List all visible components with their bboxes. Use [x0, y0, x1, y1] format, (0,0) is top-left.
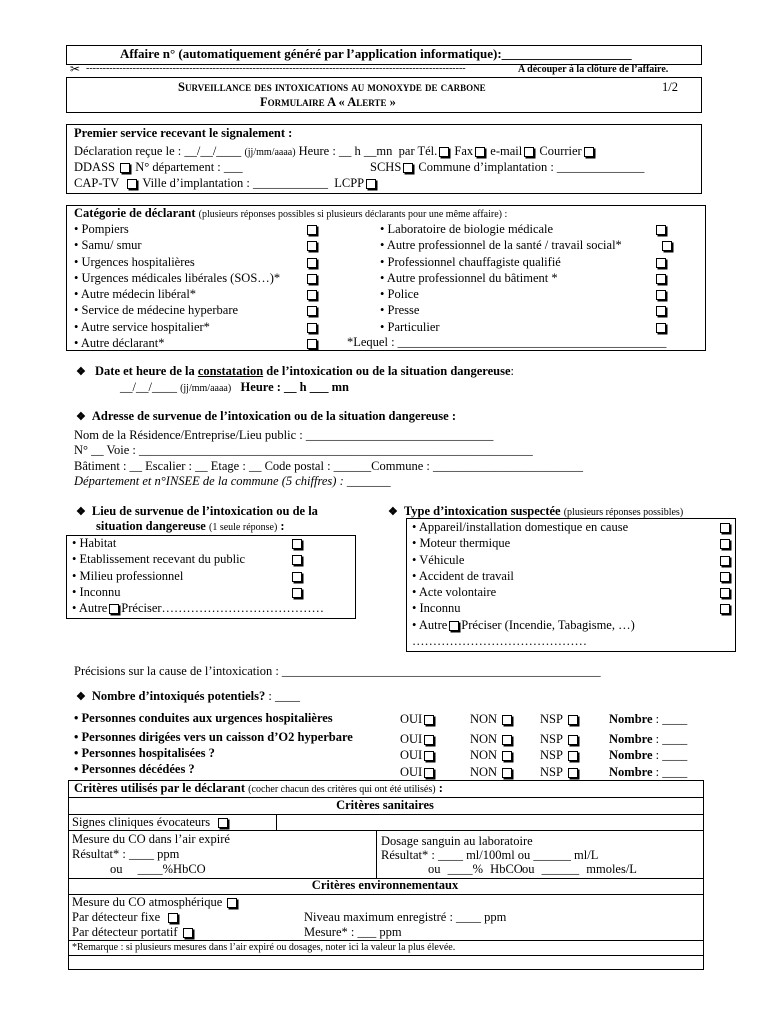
oui-option[interactable] [400, 764, 436, 781]
nombre-title [76, 689, 300, 704]
signes-line [72, 815, 230, 830]
nombre-field[interactable] [609, 731, 687, 748]
declaration-heure[interactable]: Heure : __ h __mn [298, 144, 393, 158]
par-label: par Tél. [398, 144, 438, 158]
oui-column [400, 711, 436, 780]
nsp-option[interactable] [540, 764, 580, 781]
item-label: Moteur thermique [419, 536, 511, 551]
checkbox[interactable] [720, 588, 730, 598]
list-item[interactable]: • Urgences hospitalières [74, 254, 324, 270]
item-label: Milieu professionnel [79, 568, 184, 583]
autre-label: Autre [418, 617, 448, 632]
nombre-label: Nombre [609, 731, 653, 746]
captv-checkbox[interactable] [127, 179, 137, 189]
commune-field[interactable]: Commune : ________________________ [371, 459, 583, 473]
fixe-checkbox[interactable] [168, 913, 178, 923]
non-option[interactable] [470, 764, 514, 781]
page-number: 1/2 [662, 80, 678, 94]
non-label: NON [470, 731, 498, 746]
constatation-colon: : [510, 364, 514, 378]
checkbox[interactable] [307, 323, 317, 333]
ddass-label: DDASS [74, 160, 115, 174]
declaration-date[interactable]: Déclaration reçue le : __/__/____ [74, 144, 242, 158]
item-label: Autre déclarant* [80, 336, 165, 351]
row-label: Personnes décédées ? [81, 762, 195, 776]
checkbox[interactable] [656, 225, 666, 235]
list-item[interactable]: • Habitat [72, 535, 352, 551]
list-item[interactable]: • Appareil/installation domestique en cause [412, 519, 732, 535]
list-item[interactable]: • Laboratoire de biologie médicale [380, 221, 670, 237]
courrier-label: Courrier [539, 144, 582, 158]
niveau-field[interactable]: Niveau maximum enregistré : ____ ppm [304, 910, 507, 924]
portatif-label: Par détecteur portatif [72, 925, 178, 939]
lieu-heading-1: Lieu de survenue de l’intoxication ou de la [91, 504, 318, 518]
checkbox[interactable] [656, 258, 666, 268]
atmo-line [72, 895, 239, 910]
list-item[interactable]: • Particulier [380, 319, 670, 335]
nombre-field[interactable] [609, 711, 687, 728]
checkbox[interactable] [656, 290, 666, 300]
nombre-row-label: • Personnes décédées ? [74, 762, 195, 776]
diamond-icon: ❖ [76, 506, 86, 518]
non-checkbox[interactable] [502, 715, 512, 725]
cut-note: A découper à la clôture de l’affaire. [518, 64, 669, 75]
nsp-option[interactable] [540, 711, 580, 728]
checkbox[interactable] [292, 572, 302, 582]
email-checkbox[interactable] [524, 147, 534, 157]
item-label: Police [387, 287, 419, 302]
oui-option[interactable] [400, 731, 436, 748]
nombre-row-label: • Personnes conduites aux urgences hospitalières [74, 711, 333, 725]
lieu-note: (1 seule réponse) [208, 522, 278, 533]
schs-line [370, 160, 644, 175]
item-label: Appareil/installation domestique en cause [418, 520, 629, 534]
nsp-checkbox[interactable] [568, 735, 578, 745]
fax-checkbox[interactable] [475, 147, 485, 157]
oui-option[interactable] [400, 711, 436, 728]
non-label: NON [470, 748, 498, 762]
item-label: Autre professionnel du bâtiment * [386, 270, 558, 285]
checkbox[interactable] [720, 572, 730, 582]
dots-field[interactable]: …………………………………… [412, 634, 587, 649]
nombre-label: Nombre [609, 712, 653, 726]
list-item[interactable]: • Milieu professionnel [72, 568, 352, 584]
item-label: Particulier [387, 319, 440, 334]
item-label: Autre médecin libéral* [80, 287, 197, 302]
constatation-line [120, 380, 349, 395]
divider [68, 940, 704, 941]
air-expire-label: Mesure du CO dans l’air expiré [72, 832, 230, 846]
oui-label: OUI [400, 731, 423, 746]
checkbox[interactable] [307, 339, 317, 349]
ville-field[interactable]: Ville d’implantation : ____________ [142, 176, 328, 190]
list-item[interactable]: • Presse [380, 302, 670, 318]
autre-checkbox[interactable] [109, 604, 119, 614]
nombre-field[interactable] [609, 764, 687, 781]
type-heading: Type d’intoxication suspectée [403, 504, 561, 518]
diamond-icon: ❖ [76, 411, 86, 423]
sanitaires-heading: Critères sanitaires [336, 798, 434, 812]
list-item[interactable]: • Inconnu [72, 584, 352, 600]
checkbox[interactable] [720, 539, 730, 549]
checkbox[interactable] [307, 306, 317, 316]
item-label: Accident de travail [418, 568, 514, 583]
categorie-note: (plusieurs réponses possibles si plusieurs déclarants pour une même affaire) : [198, 209, 508, 220]
form-title: Surveillance des intoxications au monoxyde de carbone [178, 80, 486, 94]
scissors-icon: ✂ [70, 62, 81, 76]
categorie-right-list [380, 221, 670, 335]
fixe-label: Par détecteur fixe [72, 910, 161, 924]
checkbox[interactable] [720, 523, 730, 533]
lcpp-label: LCPP [334, 176, 365, 190]
type-note: (plusieurs réponses possibles) [563, 507, 684, 518]
form-subtitle: Formulaire A « Alerte » [260, 95, 396, 109]
non-label: NON [470, 764, 498, 779]
list-item[interactable]: • Autre professionnel du bâtiment * [380, 270, 670, 286]
nsp-label: NSP [540, 748, 563, 762]
lieu-title [76, 504, 318, 519]
checkbox[interactable] [307, 274, 317, 284]
categorie-heading-line [74, 206, 507, 221]
portatif-checkbox[interactable] [183, 928, 193, 938]
signes-checkbox[interactable] [218, 818, 228, 828]
list-item[interactable]: • Véhicule [412, 552, 732, 568]
fax-label: Fax [454, 144, 474, 158]
checkbox[interactable] [720, 604, 730, 614]
preciser-label: Préciser (Incendie, Tabagisme, …) [461, 617, 635, 632]
list-item[interactable]: • Pompiers [74, 221, 324, 237]
ddass-checkbox[interactable] [120, 163, 130, 173]
lcpp-checkbox[interactable] [366, 179, 376, 189]
checkbox[interactable] [307, 225, 317, 235]
item-label: Inconnu [79, 584, 121, 599]
batiment-line [74, 459, 583, 474]
nsp-label: NSP [540, 731, 563, 746]
non-checkbox[interactable] [502, 768, 512, 778]
constatation-title [76, 364, 514, 379]
nombre-label: Nombre [609, 764, 653, 779]
atmo-label: Mesure du CO atmosphérique [72, 895, 223, 909]
divider [276, 814, 277, 830]
checkbox[interactable] [662, 241, 672, 251]
list-item[interactable]: • Moteur thermique [412, 535, 732, 551]
lieu-heading-2: situation dangereuse [96, 519, 206, 533]
mmoles-field[interactable]: ou ______ mmoles/L [522, 862, 637, 876]
list-item[interactable]: • Acte volontaire [412, 584, 732, 600]
declaration-line [74, 144, 596, 159]
voie-field[interactable]: N° __ Voie : _______________________________________________________________ [74, 443, 533, 457]
diamond-icon: ❖ [388, 506, 398, 518]
nombre-field[interactable] [609, 747, 687, 764]
item-label: Autre service hospitalier* [80, 319, 210, 334]
precisions-field[interactable]: Précisions sur la cause de l’intoxication : ___________________________________________________ [74, 664, 601, 678]
courrier-checkbox[interactable] [584, 147, 594, 157]
signes-label: Signes cliniques évocateurs [72, 815, 211, 829]
oui-label: OUI [400, 764, 423, 779]
nombre-column [609, 711, 687, 780]
item-label: Pompiers [81, 222, 129, 236]
constatation-date-format: (jj/mm/aaaa) [180, 383, 232, 394]
list-item[interactable]: • Autre Préciser (Incendie, Tabagisme, …) [412, 617, 635, 632]
constatation-date[interactable]: __/__/____ [120, 380, 177, 394]
nsp-checkbox[interactable] [568, 768, 578, 778]
checkbox[interactable] [307, 258, 317, 268]
nombre-heading: Nombre d’intoxiqués potentiels? [91, 689, 266, 703]
item-label: Urgences médicales libérales (SOS…)* [81, 270, 281, 285]
adresse-title [76, 409, 456, 424]
item-label: Service de médecine hyperbare [81, 303, 239, 318]
list-item[interactable]: • Professionnel chauffagiste qualifié [380, 254, 670, 270]
nombre-blank[interactable]: : ____ [655, 748, 688, 762]
row-label: Personnes conduites aux urgences hospitalières [81, 711, 333, 725]
nombre-blank[interactable]: : ____ [655, 712, 688, 726]
oui-checkbox[interactable] [424, 768, 434, 778]
hbco-field-2[interactable]: ou ____% HbCO [428, 862, 523, 876]
checkbox[interactable] [307, 241, 317, 251]
mesure-field[interactable]: Mesure* : ___ ppm [304, 925, 402, 939]
nsp-column [540, 711, 580, 780]
non-checkbox[interactable] [502, 735, 512, 745]
nom-field[interactable]: Nom de la Résidence/Entreprise/Lieu public : ______________________________ [74, 428, 494, 442]
checkbox[interactable] [720, 556, 730, 566]
item-label: Etablissement recevant du public [79, 552, 246, 567]
item-label: Véhicule [419, 552, 465, 567]
item-label: Urgences hospitalières [81, 254, 195, 269]
type-list [412, 519, 732, 649]
nombre-label: Nombre [609, 748, 653, 762]
nombre-blank[interactable]: : ____ [655, 731, 688, 746]
cut-line: ------------------------------------------------------------------------------------------------------------------ [86, 63, 466, 74]
schs-checkbox[interactable] [403, 163, 413, 173]
nombre-row-label: • Personnes hospitalisées ? [74, 746, 215, 760]
oui-checkbox[interactable] [424, 715, 434, 725]
portatif-line [72, 925, 195, 940]
adresse-heading: Adresse de survenue de l’intoxication ou de la situation dangereuse : [91, 409, 457, 423]
list-item[interactable]: • Service de médecine hyperbare [74, 302, 324, 318]
nsp-label: NSP [540, 712, 563, 726]
checkbox[interactable] [656, 306, 666, 316]
diamond-icon: ❖ [76, 691, 86, 703]
list-item[interactable]: • Autre service hospitalier* [74, 319, 324, 335]
remarque: *Remarque : si plusieurs mesures dans l’air expiré ou dosages, noter ici la valeur la plus élevée. [72, 942, 456, 953]
checkbox[interactable] [656, 274, 666, 284]
nsp-checkbox[interactable] [568, 751, 578, 761]
non-option[interactable] [470, 747, 514, 764]
lieu-title-2 [96, 519, 285, 534]
commune-implantation-field[interactable]: Commune d’implantation : ______________ [418, 160, 645, 174]
dosage-label: Dosage sanguin au laboratoire [381, 834, 533, 848]
oui-checkbox[interactable] [424, 751, 434, 761]
constatation-heure[interactable]: Heure : __ h ___ mn [240, 380, 349, 394]
list-item[interactable]: • Etablissement recevant du public [72, 551, 352, 567]
nombre-blank[interactable]: : ____ [655, 764, 688, 779]
divider [68, 830, 704, 831]
non-option[interactable] [470, 711, 514, 728]
checkbox[interactable] [292, 555, 302, 565]
list-item[interactable]: • Autre Préciser………………………………… [72, 601, 325, 616]
affaire-number: Affaire n° (automatiquement généré par l’application informatique):____________________ [120, 46, 632, 61]
divider [376, 830, 377, 878]
item-label: Samu/ smur [81, 238, 142, 253]
checkbox[interactable] [656, 323, 666, 333]
atmo-checkbox[interactable] [227, 898, 237, 908]
email-label: e-mail [490, 144, 523, 158]
list-item[interactable]: • Accident de travail [412, 568, 732, 584]
service-heading: Premier service recevant le signalement : [74, 126, 293, 140]
list-item[interactable]: • Inconnu [412, 600, 732, 616]
fixe-line [72, 910, 180, 925]
oui-label: OUI [400, 748, 423, 762]
nsp-option[interactable] [540, 731, 580, 748]
row-label: Personnes hospitalisées ? [81, 746, 215, 760]
nombre-total-field[interactable]: : ____ [268, 689, 300, 703]
categorie-left-list [74, 221, 324, 351]
list-item[interactable]: • Police [380, 286, 670, 302]
date-format: (jj/mm/aaaa) [244, 147, 296, 158]
item-label: Presse [387, 303, 420, 318]
oui-checkbox[interactable] [424, 735, 434, 745]
resultat-ppm-field[interactable]: Résultat* : ____ ppm [72, 847, 180, 861]
criteres-colon: : [438, 781, 443, 795]
resultat-ml-field[interactable]: Résultat* : ____ ml/100ml ou ______ ml/L [381, 848, 599, 862]
batiment-field[interactable]: Bâtiment : __ Escalier : __ Etage : __ Code postal : ______ [74, 459, 372, 473]
captv-line [74, 176, 378, 191]
criteres-heading-line [74, 781, 443, 796]
non-option[interactable] [470, 731, 514, 748]
lequel-field[interactable]: *Lequel : ___________________________________________ [347, 335, 667, 349]
divider [68, 955, 704, 956]
checkbox[interactable] [292, 588, 302, 598]
nsp-option[interactable] [540, 747, 580, 764]
item-label: Inconnu [419, 601, 461, 616]
environnementaux-heading: Critères environnementaux [311, 878, 459, 892]
tel-checkbox[interactable] [439, 147, 449, 157]
item-label: Acte volontaire [418, 585, 497, 600]
checkbox[interactable] [292, 539, 302, 549]
lieu-colon: : [280, 519, 285, 533]
checkbox[interactable] [307, 290, 317, 300]
item-label: Autre professionnel de la santé / travail social* [386, 238, 622, 253]
list-item[interactable]: • Autre professionnel de la santé / travail social* [380, 237, 670, 253]
nsp-label: NSP [540, 764, 563, 779]
lieu-list [72, 535, 352, 616]
item-label: Habitat [79, 536, 117, 550]
list-item[interactable]: • Urgences médicales libérales (SOS…)* [74, 270, 324, 286]
oui-label: OUI [400, 712, 423, 726]
autre-label: Autre [78, 601, 108, 616]
non-label: NON [470, 712, 498, 726]
type-title [388, 504, 683, 519]
constatation-underlined: constatation [197, 364, 264, 378]
item-label: Professionnel chauffagiste qualifié [387, 254, 561, 269]
hbco-field[interactable]: ou ____%HbCO [110, 862, 206, 876]
categorie-heading: Catégorie de déclarant [74, 206, 196, 220]
nsp-checkbox[interactable] [568, 715, 578, 725]
nombre-row-label: • Personnes dirigées vers un caisson d’O2 hyperbare [74, 730, 353, 744]
preciser-field[interactable]: Préciser………………………………… [121, 601, 325, 616]
non-column [470, 711, 514, 780]
non-checkbox[interactable] [502, 751, 512, 761]
departement-field[interactable]: N° département : ___ [135, 160, 243, 174]
criteres-heading: Critères utilisés par le déclarant [74, 781, 246, 795]
criteres-note: (cocher chacun des critères qui ont été utilisés) [248, 784, 436, 795]
schs-label: SCHS [370, 160, 402, 174]
list-item[interactable]: • Samu/ smur [74, 237, 324, 253]
insee-field[interactable]: Département et n°INSEE de la commune (5 chiffres) : _______ [74, 474, 391, 488]
oui-option[interactable] [400, 747, 436, 764]
diamond-icon: ❖ [76, 366, 86, 378]
ddass-line [74, 160, 243, 175]
constatation-post: de l’intoxication ou de la situation dangereuse [266, 364, 511, 378]
row-label: Personnes dirigées vers un caisson d’O2 hyperbare [81, 730, 353, 744]
item-label: Laboratoire de biologie médicale [387, 222, 554, 236]
constatation-pre: Date et heure de la [95, 364, 195, 378]
captv-label: CAP-TV [74, 176, 120, 190]
list-item[interactable]: • Autre médecin libéral* [74, 286, 324, 302]
list-item[interactable]: • Autre déclarant* [74, 335, 324, 351]
autre-checkbox[interactable] [449, 621, 459, 631]
